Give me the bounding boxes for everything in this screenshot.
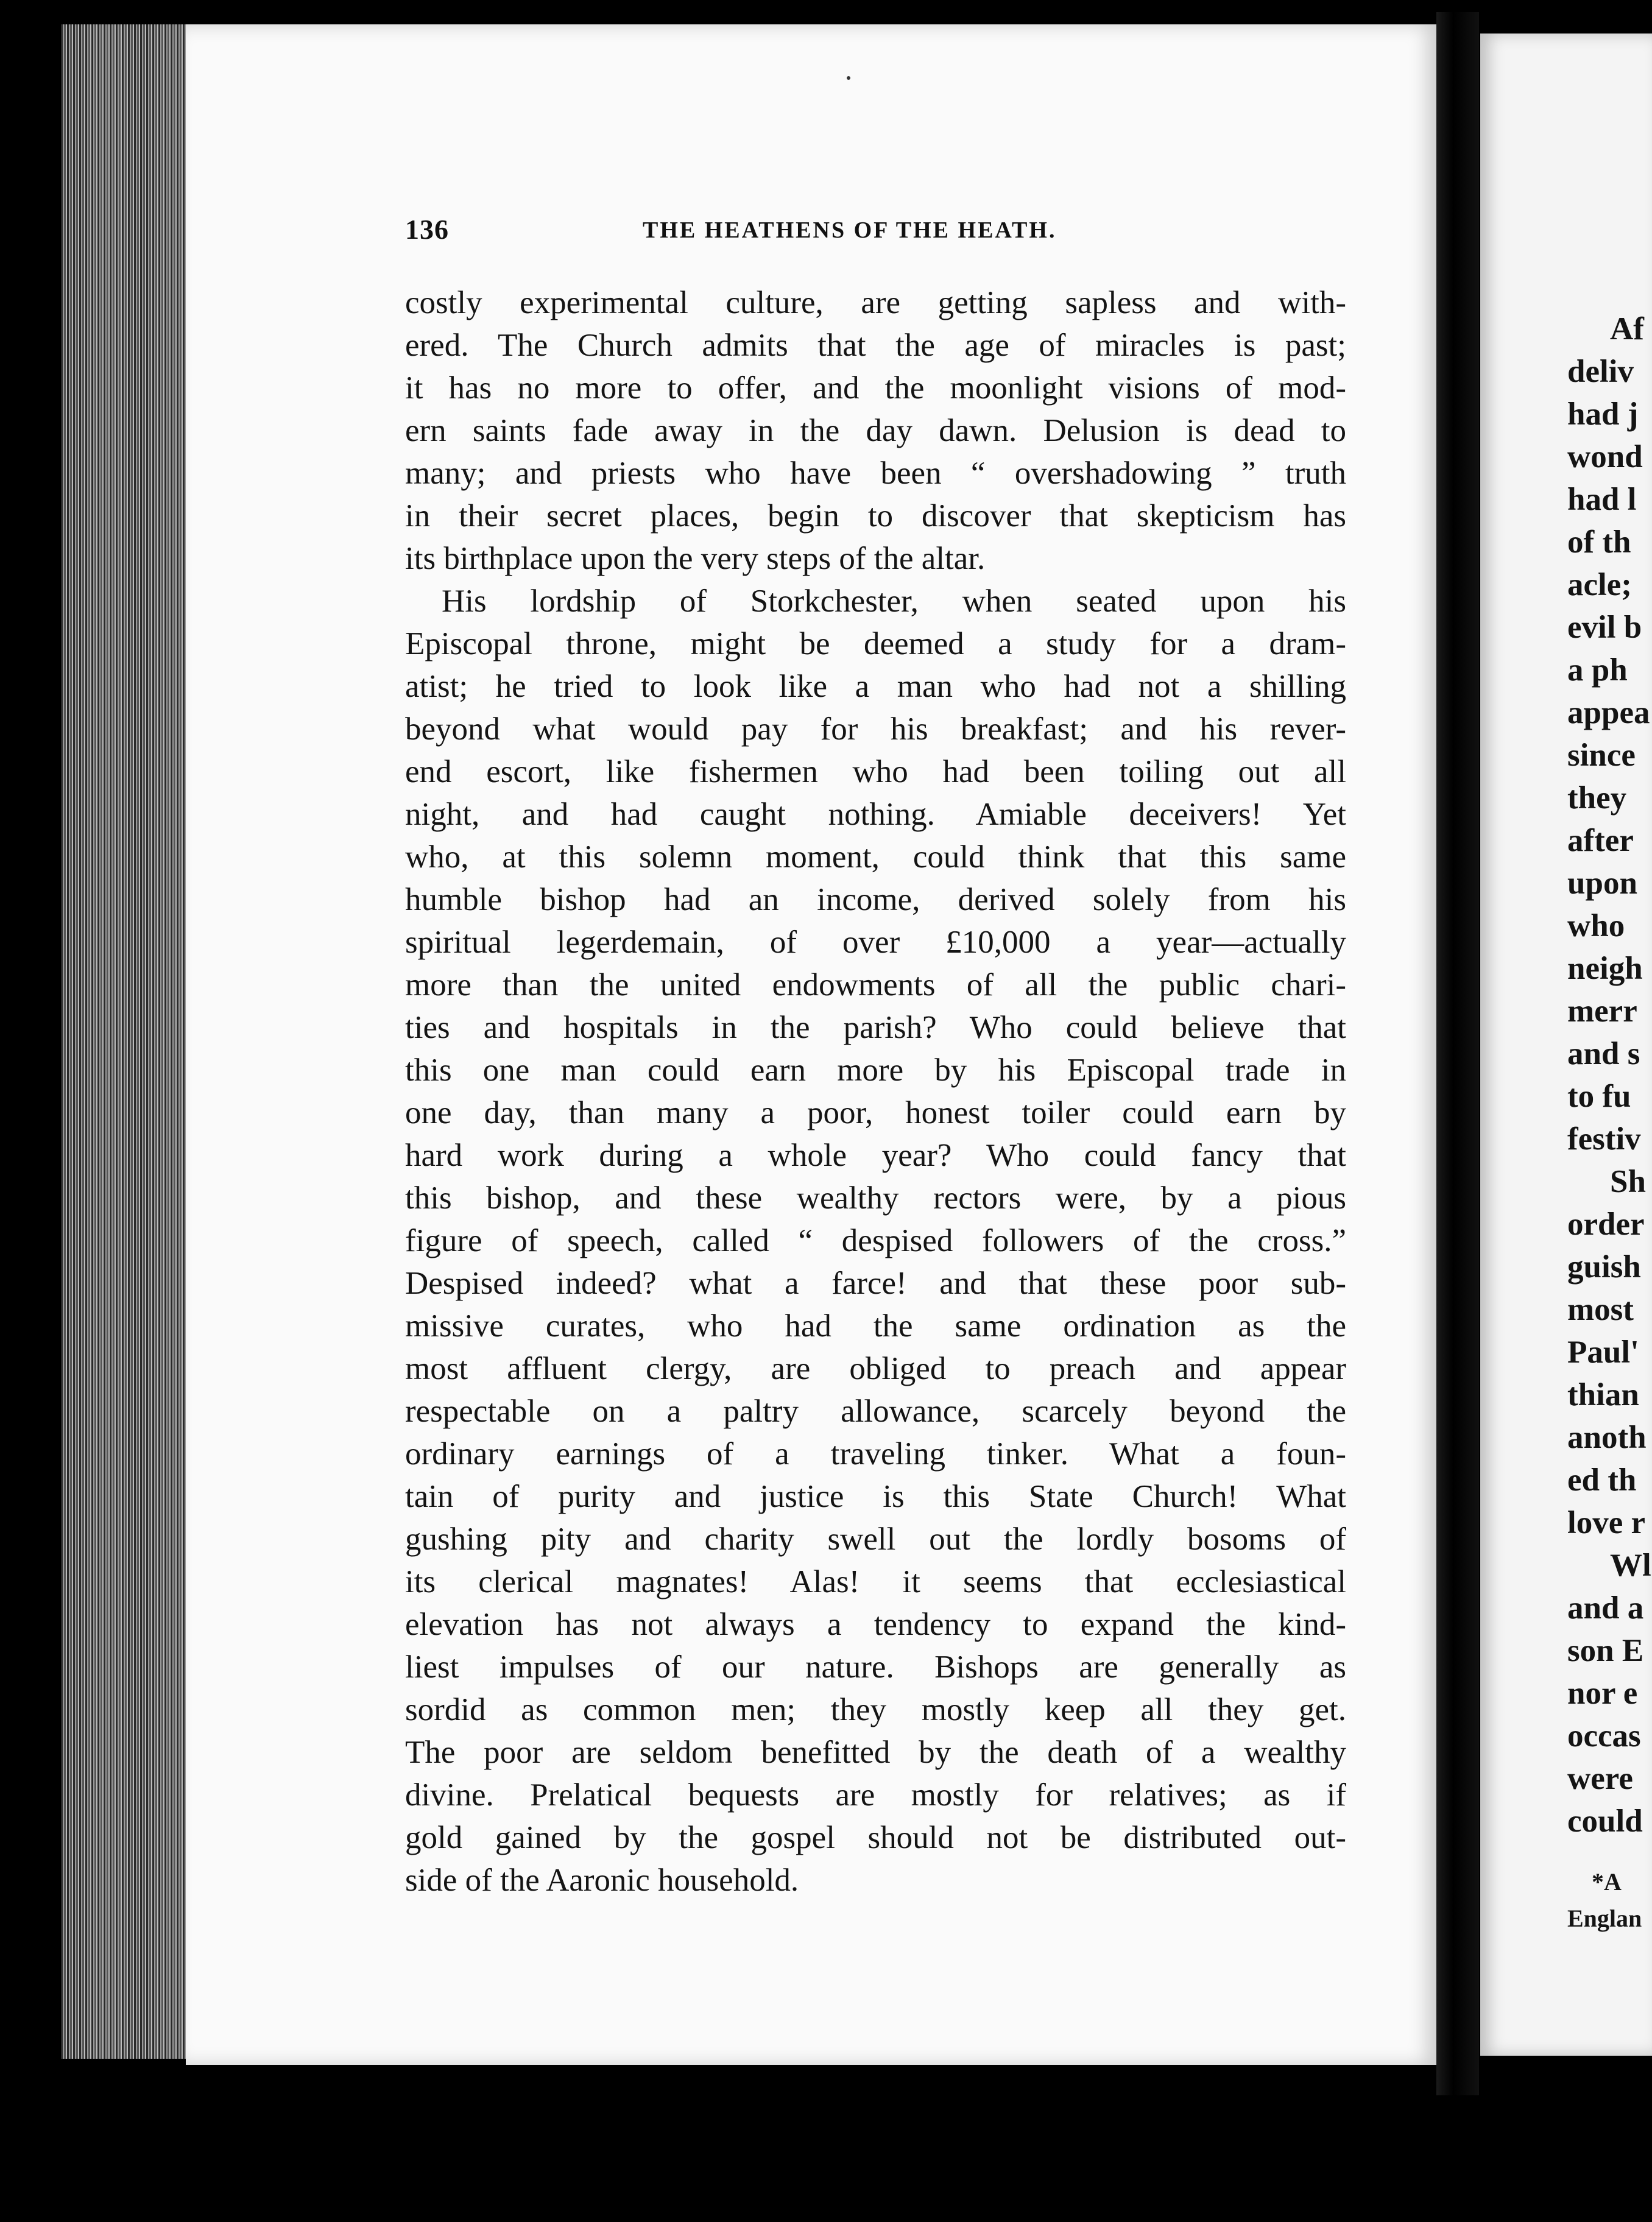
- text-line: this one man could earn more by his Episcopal trade in: [405, 1053, 1346, 1088]
- text-line: tain of purity and justice is this State Church! What: [405, 1479, 1346, 1514]
- page-edge-stack: [61, 24, 189, 2059]
- text-line: night, and had caught nothing. Amiable deceivers! Yet: [405, 797, 1346, 832]
- right-text-line: acle;: [1567, 567, 1632, 602]
- text-line: liest impulses of our nature. Bishops are generally as: [405, 1649, 1346, 1685]
- book-gutter: [1436, 12, 1479, 2095]
- right-text-line: could: [1567, 1804, 1643, 1839]
- right-text-line: had l: [1567, 482, 1637, 517]
- right-text-line: were: [1567, 1761, 1633, 1796]
- text-line: this bishop, and these wealthy rectors were, by a pious: [405, 1180, 1346, 1216]
- text-line: atist; he tried to look like a man who had not a shilling: [405, 669, 1346, 704]
- right-text-line: most: [1567, 1292, 1634, 1327]
- right-text-line: guish: [1567, 1249, 1641, 1285]
- text-line: more than the united endowments of all the public chari-: [405, 967, 1346, 1003]
- text-line: most affluent clergy, are obliged to preach and appear: [405, 1351, 1346, 1386]
- text-line: its birthplace upon the very steps of the altar.: [405, 541, 986, 576]
- right-text-line: a ph: [1567, 652, 1628, 688]
- right-text-line: Wl: [1610, 1548, 1651, 1583]
- right-text-line: order: [1567, 1207, 1645, 1242]
- right-text-line: and s: [1567, 1036, 1640, 1071]
- text-line: Episcopal throne, might be deemed a study for a dram-: [405, 626, 1346, 661]
- right-text-line: deliv: [1567, 354, 1634, 389]
- right-text-line: son E: [1567, 1633, 1644, 1668]
- text-line: elevation has not always a tendency to expand the kind-: [405, 1607, 1346, 1642]
- text-line: in their secret places, begin to discover that skepticism has: [405, 498, 1346, 534]
- text-line: who, at this solemn moment, could think that this same: [405, 839, 1346, 875]
- text-line: humble bishop had an income, derived solely from his: [405, 882, 1346, 917]
- right-text-line: festiv: [1567, 1121, 1641, 1157]
- right-text-line: occas: [1567, 1718, 1641, 1754]
- text-line: ern saints fade away in the day dawn. Delusion is dead to: [405, 413, 1346, 448]
- right-text-line: nor e: [1567, 1676, 1638, 1711]
- text-line: missive curates, who had the same ordination as the: [405, 1308, 1346, 1344]
- text-line: Despised indeed? what a farce! and that these poor sub-: [405, 1266, 1346, 1301]
- text-line: figure of speech, called “ despised followers of the cross.”: [405, 1223, 1346, 1258]
- right-text-line: Sh: [1610, 1164, 1646, 1199]
- text-line: divine. Prelatical bequests are mostly for relatives; as if: [405, 1777, 1346, 1813]
- right-text-line: thian: [1567, 1377, 1639, 1413]
- text-line: side of the Aaronic household.: [405, 1863, 799, 1898]
- right-text-line: wond: [1567, 439, 1643, 474]
- right-text-line: merr: [1567, 993, 1637, 1029]
- right-page-text: [1567, 308, 1652, 1843]
- text-line: beyond what would pay for his breakfast; and his rever-: [405, 711, 1346, 747]
- text-line: The poor are seldom benefitted by the death of a wealthy: [405, 1735, 1346, 1770]
- right-text-line: since: [1567, 738, 1636, 773]
- right-text-line: appea: [1567, 695, 1650, 730]
- right-text-line: love r: [1567, 1505, 1646, 1540]
- text-line: one day, than many a poor, honest toiler could earn by: [405, 1095, 1346, 1130]
- printer-mark: [847, 76, 850, 80]
- text-line: it has no more to offer, and the moonlight visions of mod-: [405, 370, 1346, 406]
- body-text: [405, 281, 1346, 1902]
- text-line: hard work during a whole year? Who could fancy that: [405, 1138, 1346, 1173]
- text-line: His lordship of Storkchester, when seated upon his: [442, 584, 1346, 619]
- right-text-line: Paul': [1567, 1335, 1639, 1370]
- text-line: ordinary earnings of a traveling tinker. What a foun-: [405, 1436, 1346, 1472]
- right-text-line: Af: [1610, 311, 1644, 347]
- right-text-line: had j: [1567, 397, 1639, 432]
- right-text-line: they: [1567, 780, 1627, 816]
- text-line: many; and priests who have been “ overshadowing ” truth: [405, 456, 1346, 491]
- text-line: gold gained by the gospel should not be distributed out-: [405, 1820, 1346, 1855]
- right-text-line: anoth: [1567, 1420, 1647, 1455]
- footnote-line: *A: [1592, 1868, 1622, 1896]
- text-line: costly experimental culture, are getting sapless and with-: [405, 285, 1346, 320]
- right-text-line: evil b: [1567, 610, 1642, 645]
- text-line: gushing pity and charity swell out the lordly bosoms of: [405, 1522, 1346, 1557]
- right-page-footnote: [1567, 1864, 1652, 1937]
- text-line: end escort, like fishermen who had been toiling out all: [405, 754, 1346, 789]
- right-text-line: and a: [1567, 1590, 1644, 1626]
- right-text-line: ed th: [1567, 1462, 1637, 1498]
- text-line: its clerical magnates! Alas! it seems that ecclesiastical: [405, 1564, 1346, 1599]
- right-text-line: after: [1567, 823, 1634, 858]
- page-header: [405, 213, 1349, 256]
- right-text-line: of th: [1567, 524, 1631, 560]
- text-line: ties and hospitals in the parish? Who could believe that: [405, 1010, 1346, 1045]
- footnote-line: Englan: [1567, 1905, 1642, 1932]
- running-title: THE HEATHENS OF THE HEATH.: [643, 217, 1057, 243]
- text-line: spiritual legerdemain, of over £10,000 a year—actually: [405, 925, 1346, 960]
- right-text-line: to fu: [1567, 1079, 1631, 1114]
- text-line: sordid as common men; they mostly keep all they get.: [405, 1692, 1346, 1727]
- right-text-line: upon: [1567, 866, 1637, 901]
- text-line: respectable on a paltry allowance, scarcely beyond the: [405, 1394, 1346, 1429]
- text-line: ered. The Church admits that the age of miracles is past;: [405, 328, 1346, 363]
- right-text-line: who: [1567, 908, 1625, 943]
- right-text-line: neigh: [1567, 951, 1643, 986]
- page-number: 136: [405, 214, 449, 245]
